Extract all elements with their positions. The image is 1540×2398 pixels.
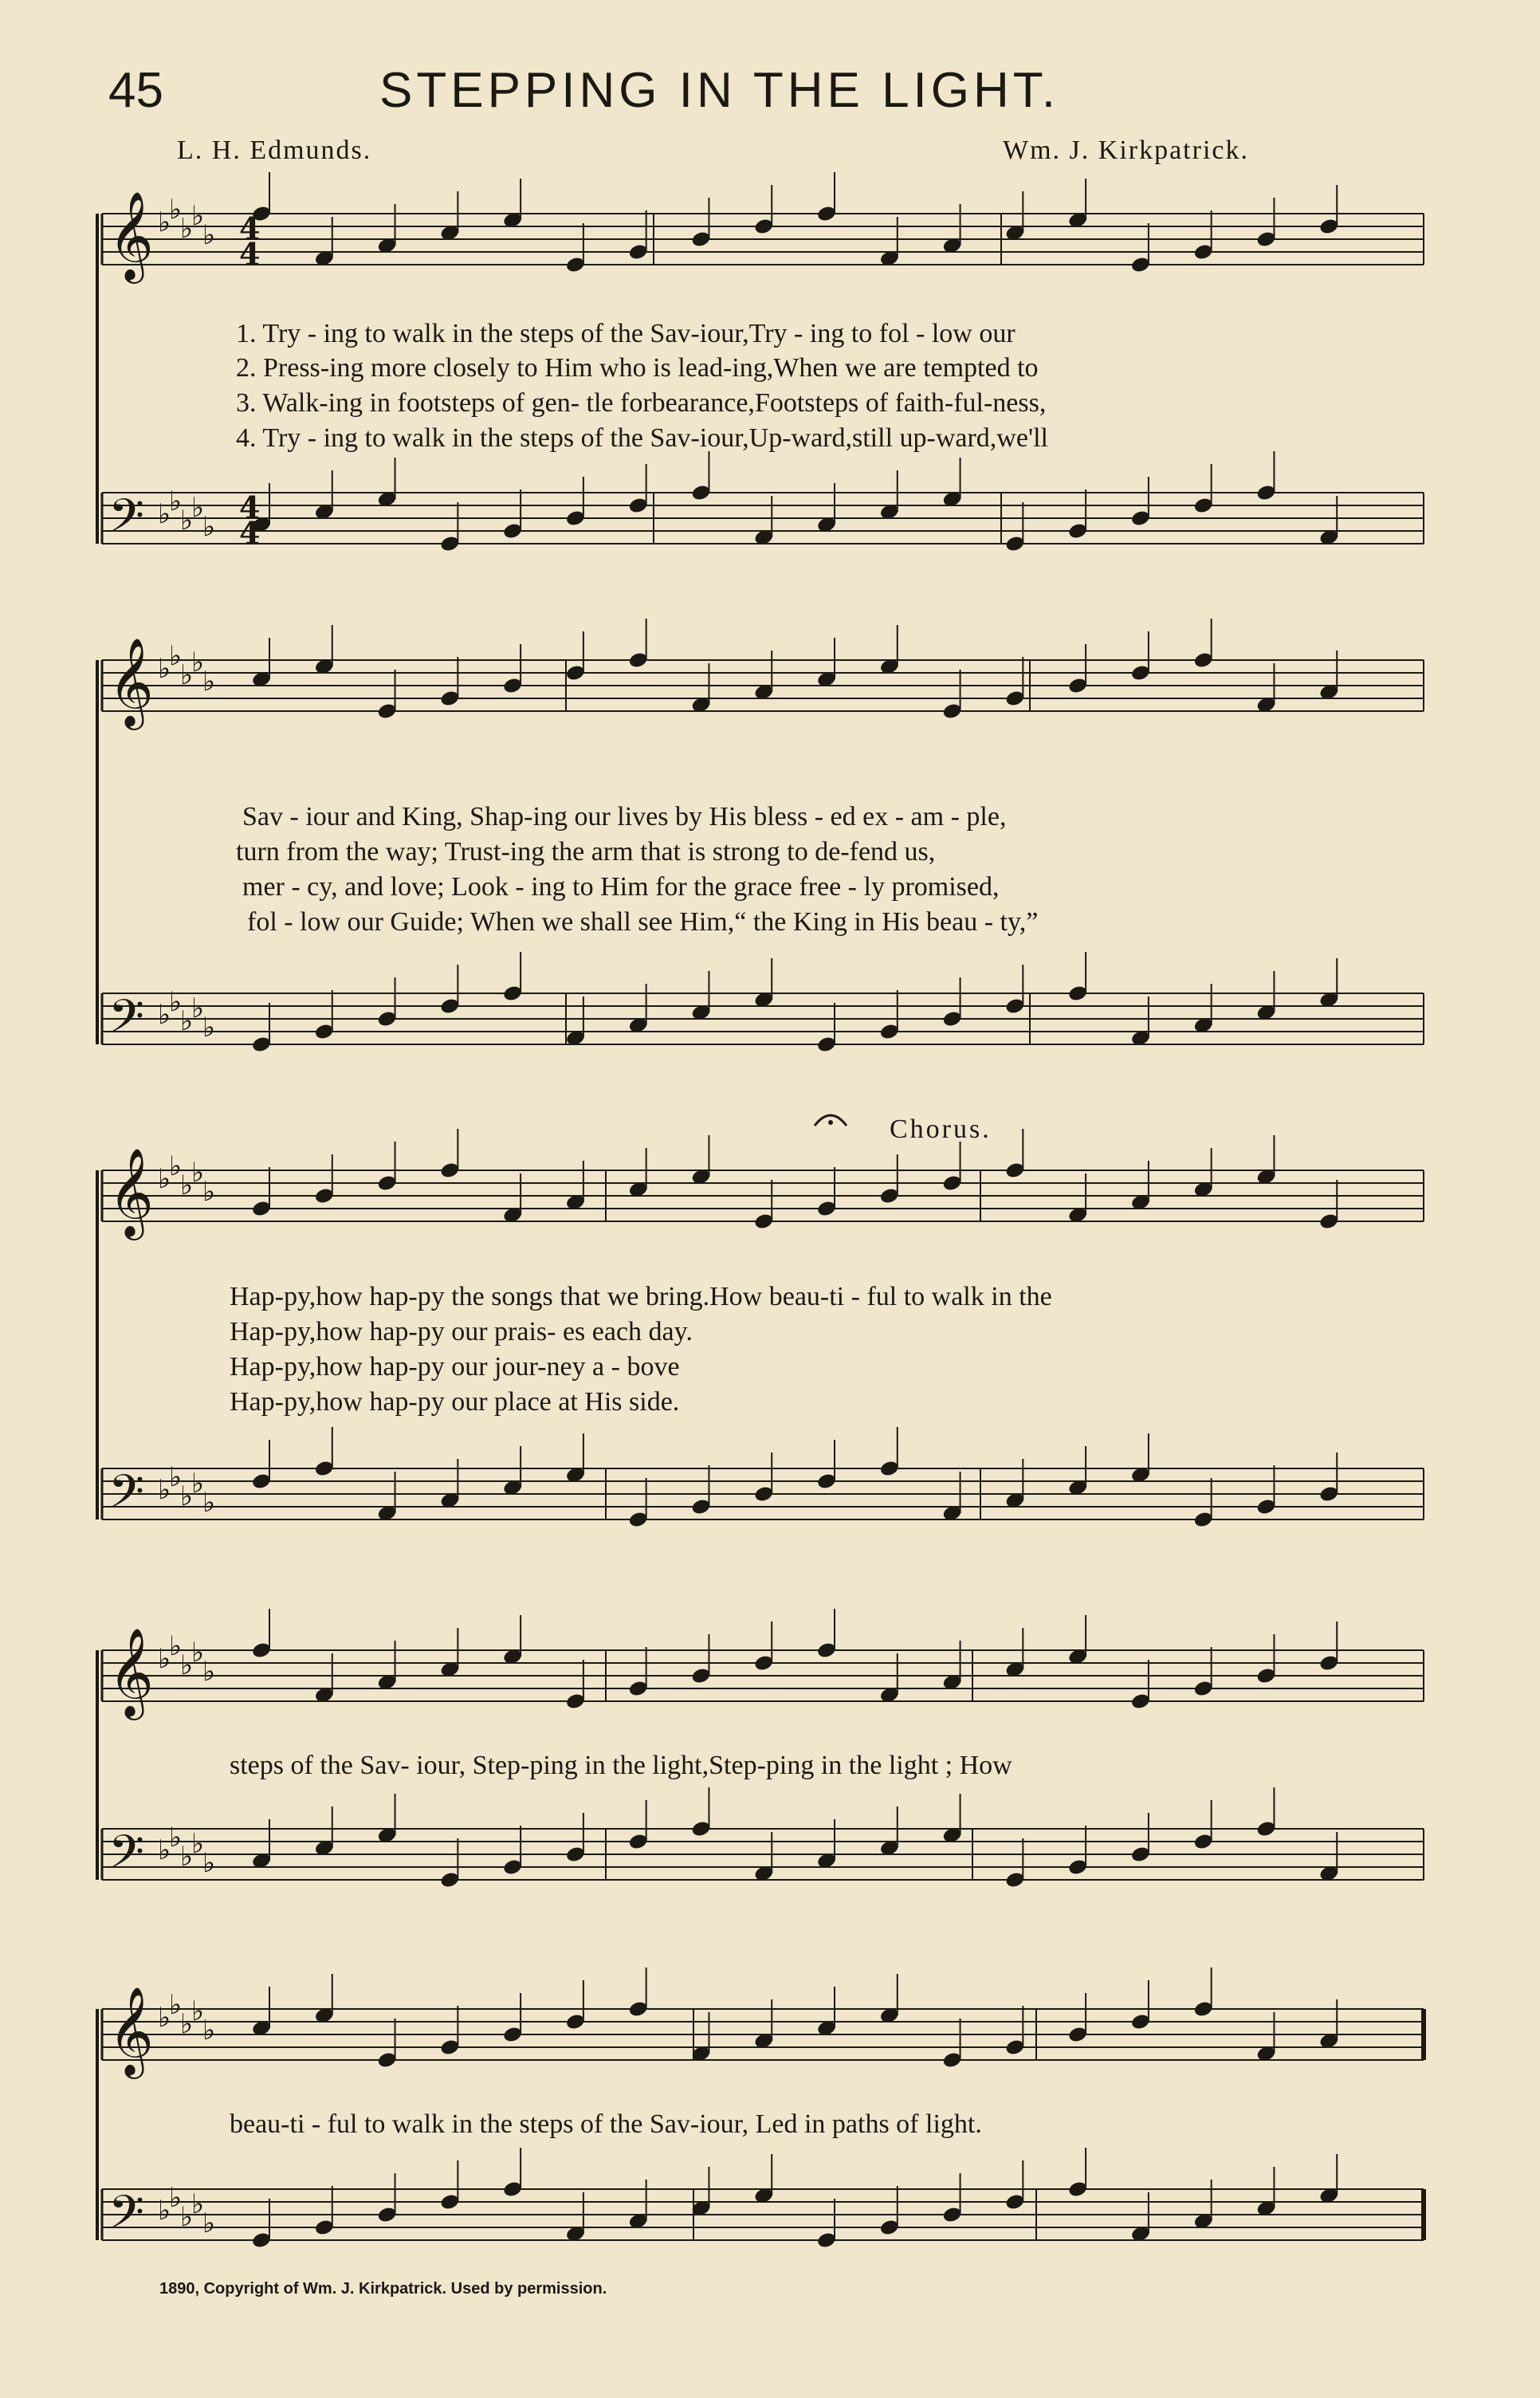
flat-icon: ♭ bbox=[158, 1163, 171, 1195]
flat-icon: ♭ bbox=[180, 213, 194, 245]
flat-icon: ♭ bbox=[202, 2015, 216, 2046]
flat-icon: ♭ bbox=[180, 1005, 194, 1037]
flat-icon: ♭ bbox=[191, 1157, 205, 1189]
flat-icon: ♭ bbox=[180, 1841, 194, 1873]
flat-icon: ♭ bbox=[202, 219, 216, 251]
flat-icon: ♭ bbox=[202, 2207, 216, 2239]
flat-icon: ♭ bbox=[169, 2182, 183, 2214]
lyric-line: turn from the way; Trust-ing the arm that is strong to de-fend us, bbox=[236, 837, 936, 867]
flat-icon: ♭ bbox=[169, 1989, 183, 2021]
lyric-line: Hap-py,how hap-py our place at His side. bbox=[230, 1387, 680, 1417]
flat-icon: ♭ bbox=[158, 653, 171, 685]
time-signature: 4 bbox=[239, 489, 261, 525]
lyric-line: Hap-py,how hap-py our prais- es each day. bbox=[230, 1317, 693, 1346]
flat-icon: ♭ bbox=[180, 2008, 194, 2040]
bass-clef-icon: 𝄢 bbox=[108, 489, 145, 554]
lyric-line-system-5: beau-ti - ful to walk in the steps of the Sav-iour, Led in paths of light. bbox=[230, 2109, 982, 2139]
time-signature: 4 bbox=[239, 236, 261, 272]
lyric-line: Hap-py,how hap-py our jour-ney a - bove bbox=[230, 1352, 680, 1382]
flat-icon: ♭ bbox=[202, 511, 216, 543]
flat-icon: ♭ bbox=[202, 1487, 216, 1519]
time-signature: 4 bbox=[239, 210, 261, 246]
treble-clef-icon: 𝄞 bbox=[108, 1986, 154, 2075]
bass-clef-icon: 𝄢 bbox=[108, 2185, 145, 2251]
lyric-line: mer - cy, and love; Look - ing to Him for the grace free - ly promised, bbox=[242, 872, 1000, 902]
flat-icon: ♭ bbox=[202, 666, 216, 698]
flat-icon: ♭ bbox=[180, 659, 194, 691]
flat-icon: ♭ bbox=[202, 1176, 216, 1208]
flat-icon: ♭ bbox=[158, 206, 171, 238]
copyright-footer: 1890, Copyright of Wm. J. Kirkpatrick. Used by permission. bbox=[159, 2280, 607, 2298]
flat-icon: ♭ bbox=[169, 1822, 183, 1854]
time-signature: 4 bbox=[239, 515, 261, 551]
lyric-line-system-4: steps of the Sav- iour, Step-ping in the light,Step-ping in the light ; How bbox=[230, 1751, 1012, 1780]
flat-icon: ♭ bbox=[180, 1170, 194, 1201]
flat-icon: ♭ bbox=[180, 2201, 194, 2233]
flat-icon: ♭ bbox=[202, 1012, 216, 1044]
flat-icon: ♭ bbox=[169, 485, 183, 517]
flat-icon: ♭ bbox=[158, 1643, 171, 1675]
flat-icon: ♭ bbox=[191, 1468, 205, 1500]
flat-icon: ♭ bbox=[169, 194, 183, 226]
flat-icon: ♭ bbox=[191, 1828, 205, 1860]
flat-icon: ♭ bbox=[158, 498, 171, 530]
treble-clef-icon: 𝄞 bbox=[108, 191, 154, 280]
flat-icon: ♭ bbox=[202, 1847, 216, 1879]
bass-clef-icon: 𝄢 bbox=[108, 1464, 145, 1530]
flat-icon: ♭ bbox=[169, 1461, 183, 1493]
hymn-title: STEPPING IN THE LIGHT. bbox=[379, 63, 1060, 118]
bass-clef-icon: 𝄢 bbox=[108, 1825, 145, 1890]
flat-icon: ♭ bbox=[191, 492, 205, 524]
flat-icon: ♭ bbox=[158, 2195, 171, 2227]
lyric-line: 3. Walk-ing in footsteps of gen- tle forbearance,Footsteps of faith-ful-ness, bbox=[236, 388, 1047, 418]
lyric-line: Sav - iour and King, Shap-ing our lives by His bless - ed ex - am - ple, bbox=[242, 802, 1007, 831]
lyric-line: fol - low our Guide; When we shall see Him,“ the King in His beau - ty,” bbox=[247, 907, 1039, 937]
lyric-line: 1. Try - ing to walk in the steps of the Sav-iour,Try - ing to fol - low our bbox=[236, 319, 1016, 348]
treble-clef-icon: 𝄞 bbox=[108, 637, 154, 726]
flat-icon: ♭ bbox=[191, 647, 205, 678]
flat-icon: ♭ bbox=[158, 1834, 171, 1866]
flat-icon: ♭ bbox=[180, 1649, 194, 1681]
lyric-line: 2. Press-ing more closely to Him who is lead-ing,When we are tempted to bbox=[236, 353, 1039, 383]
flat-icon: ♭ bbox=[169, 1150, 183, 1182]
flat-icon: ♭ bbox=[169, 986, 183, 1018]
flat-icon: ♭ bbox=[191, 1637, 205, 1669]
treble-clef-icon: 𝄞 bbox=[108, 1147, 154, 1236]
lyricist-credit: L. H. Edmunds. bbox=[177, 136, 372, 165]
flat-icon: ♭ bbox=[191, 993, 205, 1024]
flat-icon: ♭ bbox=[191, 1995, 205, 2027]
flat-icon: ♭ bbox=[191, 200, 205, 232]
lyric-line: Hap-py,how hap-py the songs that we bring.How beau-ti - ful to walk in the bbox=[230, 1282, 1052, 1311]
chorus-label: Chorus. bbox=[890, 1114, 992, 1144]
page-number: 45 bbox=[108, 63, 163, 118]
bass-clef-icon: 𝄢 bbox=[108, 989, 145, 1055]
flat-icon: ♭ bbox=[158, 2002, 171, 2034]
flat-icon: ♭ bbox=[169, 1630, 183, 1662]
treble-clef-icon: 𝄞 bbox=[108, 1627, 154, 1716]
lyric-line: 4. Try - ing to walk in the steps of the Sav-iour,Up-ward,still up-ward,we'll bbox=[236, 423, 1048, 453]
flat-icon: ♭ bbox=[180, 1480, 194, 1512]
flat-icon: ♭ bbox=[169, 640, 183, 672]
flat-icon: ♭ bbox=[158, 999, 171, 1031]
flat-icon: ♭ bbox=[191, 2188, 205, 2220]
flat-icon: ♭ bbox=[180, 505, 194, 537]
flat-icon: ♭ bbox=[158, 1474, 171, 1506]
composer-credit: Wm. J. Kirkpatrick. bbox=[1003, 136, 1249, 165]
flat-icon: ♭ bbox=[202, 1656, 216, 1688]
